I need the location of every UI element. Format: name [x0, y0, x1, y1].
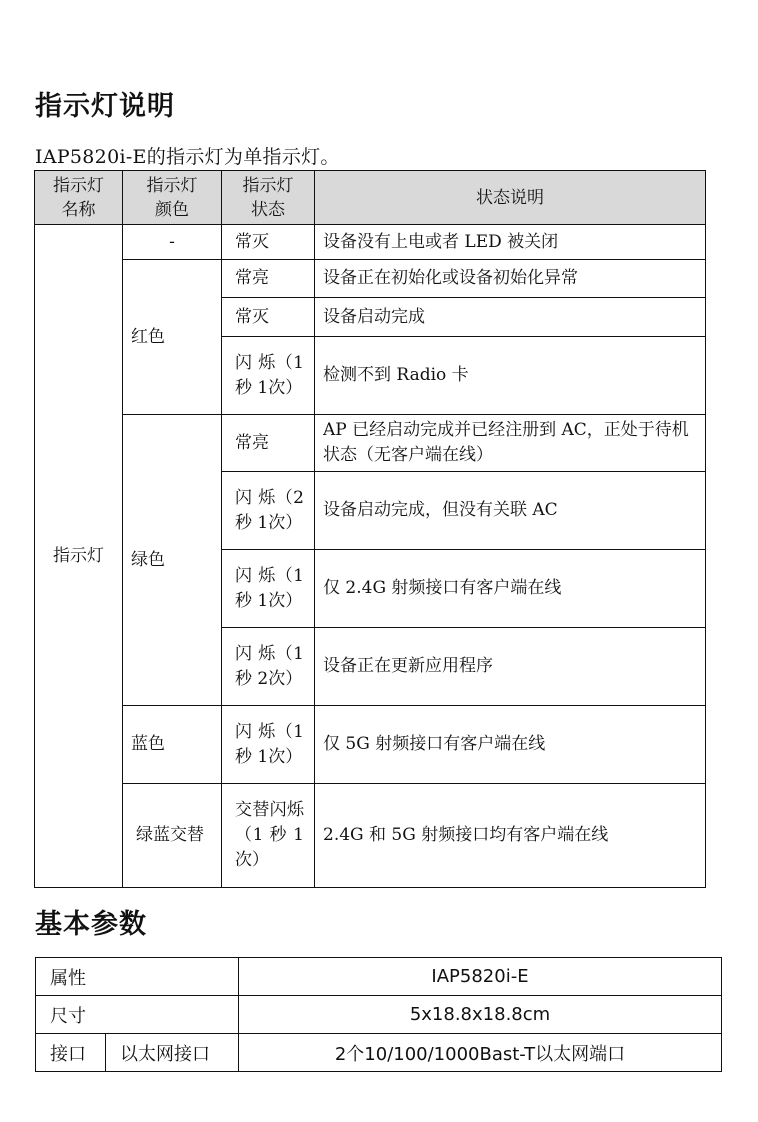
- state-cell: 闪 烁（2 秒 1次）: [222, 472, 315, 550]
- color-cell: 蓝色: [123, 706, 222, 784]
- table-row: [35, 415, 706, 472]
- indicator-table: [34, 170, 706, 888]
- state-cell: 闪 烁（1 秒 2次）: [222, 628, 315, 706]
- state-cell: 闪 烁（1 秒 1次）: [222, 550, 315, 628]
- table-row: [35, 260, 706, 298]
- state-cell: 常亮: [222, 260, 315, 298]
- color-cell: 绿蓝交替: [123, 784, 222, 888]
- state-cell: 闪 烁（1 秒 1次）: [222, 706, 315, 784]
- state-cell: 交替闪烁（1 秒 1 次）: [222, 784, 315, 888]
- desc-cell: AP 已经启动完成并已经注册到 AC，正处于待机状态（无客户端在线）: [315, 415, 706, 472]
- indicator-name-cell: 指示灯: [35, 225, 123, 888]
- desc-cell: 设备正在初始化或设备初始化异常: [315, 260, 706, 298]
- table-row: [35, 706, 706, 784]
- attr-label: 属性: [36, 958, 239, 996]
- header-color: 指示灯 颜色: [123, 171, 222, 225]
- params-section-title: 基本参数: [35, 909, 147, 940]
- port-sub-label: 以太网接口: [106, 1034, 239, 1072]
- intro-text: IAP5820i-E的指示灯为单指示灯。: [35, 146, 340, 168]
- table-row: [36, 958, 722, 996]
- params-table: [35, 957, 722, 1072]
- state-cell: 常灭: [222, 298, 315, 337]
- color-cell: 绿色: [123, 415, 222, 706]
- indicator-section-title: 指示灯说明: [35, 91, 175, 122]
- size-value: 5x18.8x18.8cm: [239, 996, 722, 1034]
- desc-cell: 设备没有上电或者 LED 被关闭: [315, 225, 706, 260]
- state-cell: 常亮: [222, 415, 315, 472]
- state-cell: 常灭: [222, 225, 315, 260]
- size-label: 尺寸: [36, 996, 239, 1034]
- header-state: 指示灯 状态: [222, 171, 315, 225]
- desc-cell: 检测不到 Radio 卡: [315, 337, 706, 415]
- header-desc: 状态说明: [315, 171, 706, 225]
- table-row: [35, 784, 706, 888]
- table-header-row: [35, 171, 706, 225]
- attr-value: IAP5820i-E: [239, 958, 722, 996]
- desc-cell: 2.4G 和 5G 射频接口均有客户端在线: [315, 784, 706, 888]
- color-cell: 红色: [123, 260, 222, 415]
- desc-cell: 仅 2.4G 射频接口有客户端在线: [315, 550, 706, 628]
- port-value: 2个10/100/1000Bast-T以太网端口: [239, 1034, 722, 1072]
- desc-cell: 仅 5G 射频接口有客户端在线: [315, 706, 706, 784]
- desc-cell: 设备启动完成: [315, 298, 706, 337]
- header-name: 指示灯 名称: [35, 171, 123, 225]
- color-cell: -: [123, 225, 222, 260]
- table-row: [35, 225, 706, 260]
- table-row: [36, 996, 722, 1034]
- table-row: [36, 1034, 722, 1072]
- desc-cell: 设备启动完成，但没有关联 AC: [315, 472, 706, 550]
- desc-cell: 设备正在更新应用程序: [315, 628, 706, 706]
- state-cell: 闪 烁（1 秒 1次）: [222, 337, 315, 415]
- port-label: 接口: [36, 1034, 106, 1072]
